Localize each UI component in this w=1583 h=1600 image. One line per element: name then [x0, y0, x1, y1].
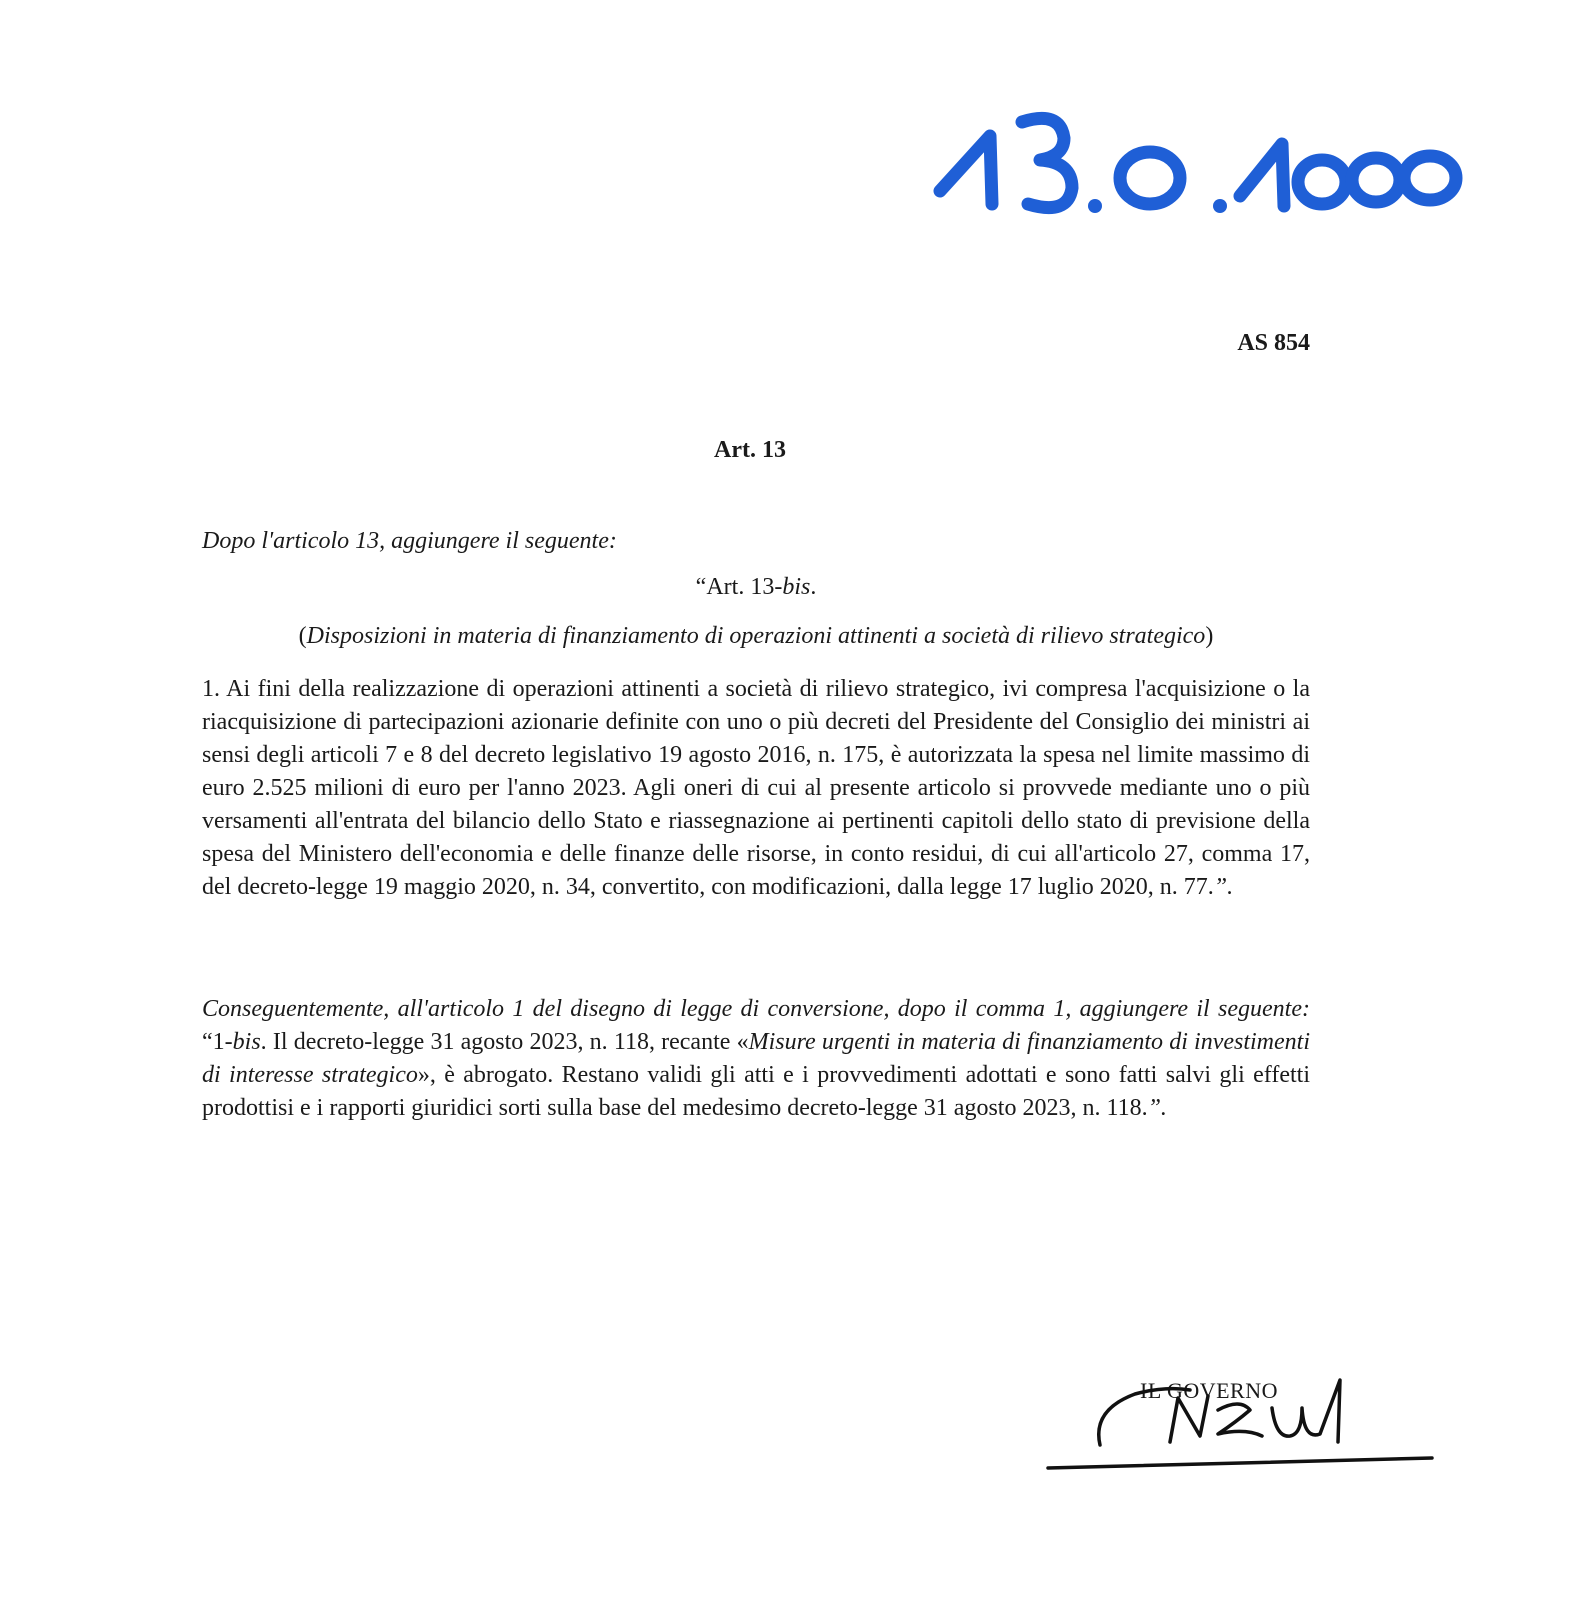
consequent-bis: bis — [232, 1029, 261, 1055]
consequent-quote-open: “1- — [202, 1029, 233, 1055]
consequent-text-1: . Il decreto-legge 31 agosto 2023, n. 118, recante « — [260, 1029, 749, 1055]
new-article-subtitle — [202, 623, 1310, 650]
signature-label: IL GOVERNO — [1140, 1378, 1278, 1403]
new-article-title-bis: bis — [782, 574, 811, 600]
amendment-instruction: Dopo l'articolo 13, aggiungere il seguente: — [202, 528, 617, 554]
new-article-title-prefix: “Art. 13- — [695, 574, 783, 600]
new-article-title — [202, 574, 1310, 601]
consequent-paragraph — [202, 993, 1310, 1125]
subtitle-close-paren: ) — [1205, 623, 1214, 649]
signature-area — [1040, 1350, 1460, 1480]
consequent-intro: Conseguentemente, all'articolo 1 del disegno di legge di conversione, dopo il comma 1, aggiungere il seguente: — [202, 996, 1310, 1022]
consequent-close: ”. — [1147, 1095, 1167, 1121]
paragraph-1-text: 1. Ai fini della realizzazione di operazioni attinenti a società di rilievo strategico, ivi compresa l'acquisizione o la riacquisizione di partecipazioni azionarie definite con uno o più decreti del Presidente del Consiglio dei ministri ai sensi degli articoli 7 e 8 del decreto legislativo 19 agosto 2016, n. 175, è autorizzata la spesa nel limite massimo di euro 2.525 milioni di euro per l'anno 2023. Agli oneri di cui al presente articolo si provvede mediante uno o più versamenti all'entrata del bilancio dello Stato e riassegnazione ai pertinenti capitoli dello stato di previsione della spesa del Ministero dell'economia e delle finanze delle risorse, in conto residui, di cui all'articolo 27, comma 17, del decreto-legge 19 maggio 2020, n. 34, convertito, con modificazioni, dalla legge 17 luglio 2020, n. 77. — [202, 676, 1310, 900]
document-code: AS 854 — [1237, 330, 1310, 356]
consequent-decree-title: Misure urgenti in materia di finanziamento di investimenti di interesse strategico — [202, 1029, 1311, 1088]
paragraph-1-close: ”. — [1213, 874, 1234, 900]
article-heading: Art. 13 — [714, 437, 786, 463]
subtitle-text: Disposizioni in materia di finanziamento di operazioni attinenti a società di rilievo strategico — [306, 623, 1206, 649]
handwritten-signature — [1040, 1350, 1460, 1480]
subtitle-open-paren: ( — [298, 623, 307, 649]
handwritten-number — [930, 96, 1490, 226]
new-article-title-suffix: . — [810, 574, 817, 600]
paragraph-1 — [202, 673, 1310, 904]
consequent-text-2: », è abrogato. Restano validi gli atti e i provvedimenti adottati e sono fatti salvi gli effetti prodottisi e i rapporti giuridici sorti sulla base del medesimo decreto-legge 31 agosto 2023, n. 118. — [202, 1062, 1311, 1121]
